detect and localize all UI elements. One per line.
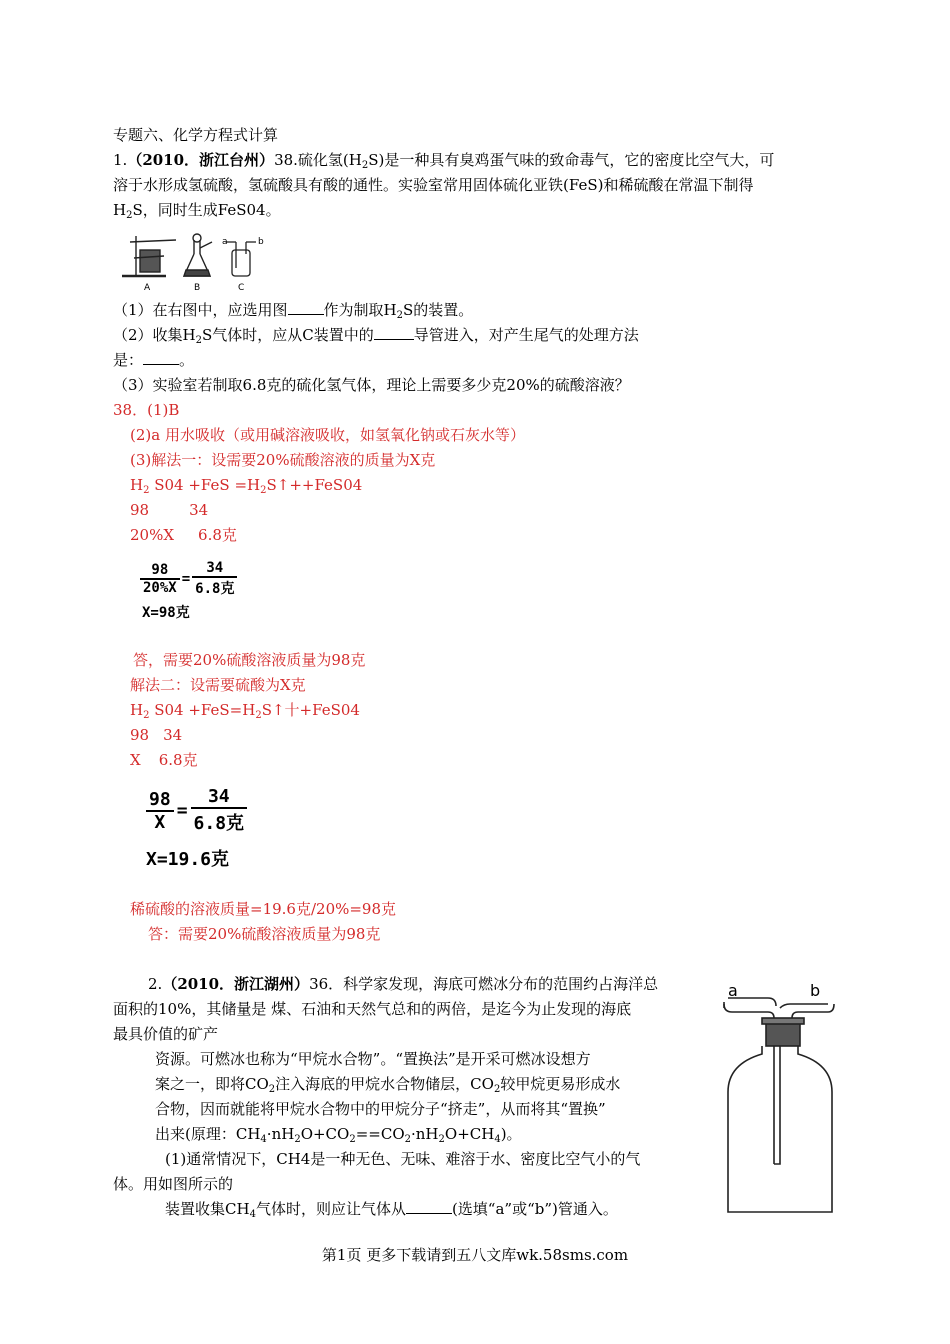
blank-2 [374, 325, 414, 340]
q1-line-3: $H_2S$，同时生成FeS04。 [113, 201, 281, 221]
q1-part-2: （2）收集$H_2S$气体时，应从C装置中的 导管进入，对产生尾气的处理方法 [113, 326, 639, 346]
eq-2: $H_2$ $S04 +FeS=H_2S↑$十+FeS04 [130, 701, 360, 721]
blank-1 [288, 300, 324, 315]
sol-2: 解法二：设需要硫酸为X克 [130, 676, 306, 694]
frac2-left: $\frac{98}{X}$ [146, 789, 174, 833]
clipped-line-1 [140, 546, 280, 550]
label-b: B [194, 283, 201, 293]
frac2-right: 34 6.8克 [191, 786, 248, 835]
q1-part-3: （3）实验室若制取6.8克的硫化氢气体，理论上需要多少克20%的硫酸溶液？ [113, 376, 630, 394]
ans-a: 答，需要20%硫酸溶液质量为98克 [133, 651, 366, 669]
q1-line-2: 溶于水形成氢硫酸，氢硫酸具有酸的通性。实验室常用固体硫化亚铁(FeS)和稀硫酸在常温下制得 [113, 176, 754, 194]
blank-3 [143, 350, 179, 365]
ans-2: (2)a 用水吸收（或用碱溶液吸收，如氢氧化钠或石灰水等） [130, 426, 525, 444]
dilute-line: 稀硫酸的溶液质量=19.6克/20%=98克 [130, 900, 397, 918]
ans-1: 38．(1)B [113, 401, 180, 419]
blank-4 [406, 1199, 452, 1214]
q2-line-8: (1)通常情况下，CH4是一种无色、无味、难溶于水、密度比空气小的气 [165, 1150, 641, 1168]
q1-line-1: 1.（2010．浙江台州）38.硫化氢$(H_2S)$是一种具有臭鸡蛋气味的致命毒气，它的密度比空气大，可 [113, 151, 775, 171]
apparatus-b [184, 234, 212, 276]
label-c: C [238, 283, 245, 293]
q2-line-6: 合物，因而就能将甲烷水合物中的甲烷分子“挤走”，从而将其“置换” [155, 1100, 606, 1118]
apparatus-a [122, 236, 176, 276]
fig-label-a: a [728, 984, 738, 1000]
mass-3: 98 34 [130, 726, 183, 744]
q1-part-1: （1）在右图中，应选用图 作为制取$H_2S$的装置。 [113, 301, 474, 321]
apparatus-figure [116, 228, 276, 294]
q2-line-3: 最具价值的矿产 [113, 1025, 219, 1043]
q1-part-2-cont: 是： 。 [113, 351, 195, 369]
ans-b: 答：需要20%硫酸溶液质量为98克 [148, 925, 381, 943]
q2-line-2: 面积的10%，其储量是 煤、石油和天然气总和的两倍，是迄今为止发现的海底 [113, 1000, 632, 1018]
ans-3: (3)解法一：设需要20%硫酸溶液的质量为X克 [130, 451, 436, 469]
mass-2: 20%X 6.8克 [130, 526, 237, 544]
frac1-left: $\frac{98}{20\%X}$ [140, 562, 180, 596]
frac1-right: 34 6.8克 [192, 560, 237, 598]
mass-1: 98 34 [130, 501, 209, 519]
result-1: X=98克 [142, 605, 190, 621]
page-footer: 第1页 更多下载请到五八文库wk.58sms.com [321, 1246, 629, 1264]
q2-line-4: 资源。可燃冰也称为“甲烷水合物”。“置换法”是开采可燃冰设想方 [155, 1050, 591, 1068]
fraction-2: $\frac{98}{X}$ = 34 6.8克 [146, 786, 247, 835]
q2-line-10: 装置收集$CH_4$气体时，则应让气体从 (选填“a”或“b”)管通入。 [165, 1200, 618, 1220]
label-a: A [144, 283, 151, 293]
fraction-1: $\frac{98}{20\%X}$ = 34 6.8克 [140, 560, 237, 598]
mass-4: X 6.8克 [130, 751, 198, 769]
q2-line-9: 体。用如图所示的 [113, 1175, 234, 1193]
fig-label-b: b [810, 984, 821, 1000]
tube-label-a: a [222, 237, 228, 247]
clipped-line-3 [130, 880, 290, 884]
q2-line-7: 出来(原理：$CH_4\cdot nH_2O+CO_2==CO_2\cdot nH_2O+CH_4$)。 [155, 1125, 522, 1145]
eq-1: $H_2$ $S04 +FeS =H_2S↑++FeS04$ [130, 476, 363, 496]
result-2: X=19.6克 [146, 849, 230, 870]
section-title: 专题六、化学方程式计算 [113, 126, 279, 144]
q2-line-1: 2.（2010．浙江湖州）36．科学家发现，海底可燃冰分布的范围约占海洋总 [148, 975, 659, 993]
q2-line-5: 案之一，即将$CO_2$注入海底的甲烷水合物储层，$CO_2$较甲烷更易形成水 [155, 1075, 621, 1095]
apparatus-c [226, 242, 256, 276]
tube-label-b: b [258, 237, 264, 247]
clipped-line-2 [135, 628, 285, 632]
gas-bottle-figure [718, 984, 840, 1218]
